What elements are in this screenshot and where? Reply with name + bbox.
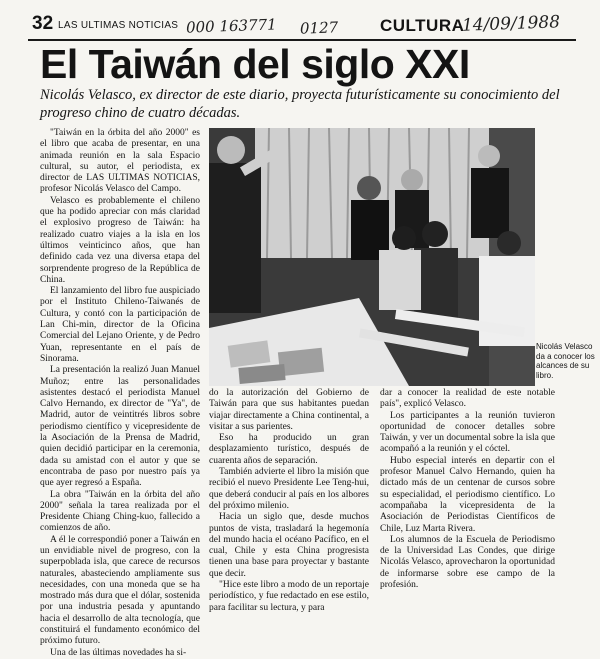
- paragraph: Hubo especial interés en departir con el profesor Manuel Calvo Hernando, quien ha dictado más de un centenar de cursos sobre su especialidad, el periodismo científico. Lo acompañaba la vicepresidenta de la Asociación de Periodistas Científicos de Chile, Luz Marta Rivera.: [380, 455, 555, 534]
- paragraph: Los alumnos de la Escuela de Periodismo de la Universidad Las Condes, que dirige Nicolás Velasco, aprovecharon la oportunidad de informarse sobre ese campo de la profesión.: [380, 534, 555, 591]
- page-number: 32: [32, 13, 54, 34]
- paragraph: Velasco es probablemente el chileno que ha podido apreciar con más claridad el explosivo progreso de Taiwán: ha realizado cuatro viajes a la isla en los últimos veinticinco años, que han definido cada vez una diversa etapa del sorprendente progreso de la República de China.: [40, 195, 200, 285]
- paragraph: El lanzamiento del libro fue auspiciado por el Instituto Chileno-Taiwanés de Cultura, y contó con la participación de Lan Chi-min, director de la Oficina Comercial del Lejano Oriente, y de Pedro Yuan, representante en el país de Sinorama.: [40, 286, 200, 364]
- article-column-2: [209, 388, 369, 613]
- paragraph: La presentación la realizó Juan Manuel Muñoz; entre las personalidades asistentes destacó el periodista Manuel Calvo Hernando, ex director de "Ya", de Madrid, autor de veintitrés libros sobre periodismo científico y vicepresidente de la Asociación de la Prensa de Madrid, quien decidió participar en la ceremonia, dada su amistad con el autor y que se encontraba de paso por nuestro país ya que ayer regresó a España.: [40, 365, 200, 489]
- paragraph: Los participantes a la reunión tuvieron oportunidad de conocer detalles sobre Taiwán, y ver un documental sobre la isla que acompañó a la reunión y el cóctel.: [380, 410, 555, 455]
- photo-illustration: [209, 128, 535, 386]
- paragraph: Eso ha producido un gran desplazamiento turístico, después de cuarenta años de separación.: [209, 433, 369, 466]
- deck: Nicolás Velasco, ex director de este diario, proyecta futurísticamente su conocimiento del progreso chino de cuatro décadas.: [40, 87, 560, 121]
- paragraph: Una de las últimas novedades ha si-: [50, 647, 187, 658]
- paragraph: La obra "Taiwán en la órbita del año 2000" señala la tarea realizada por el Presidente Chiang Ching-kuo, fallecido a comienzos de año.: [40, 489, 200, 534]
- handwritten-number: 0127: [299, 18, 339, 38]
- section-label: CULTURA: [380, 16, 465, 35]
- photo-caption: Nicolás Velasco da a conocer los alcances de su libro.: [536, 342, 595, 380]
- paragraph: do la autorización del Gobierno de Taiwán para que sus habitantes puedan viajar directamente a China continental, a visitar a sus parientes.: [209, 388, 369, 432]
- article-column-3: [380, 388, 555, 591]
- headline: El Taiwán del siglo XXI: [40, 41, 470, 87]
- event-photo: [209, 128, 535, 386]
- paragraph: "Hice este libro a modo de un reportaje periodístico, y fue redactado en ese estilo, para facilitar su lectura, y para: [209, 580, 369, 613]
- handwritten-archive-code: 000 163771: [185, 15, 277, 37]
- paragraph: "Taiwán en la órbita del año 2000" es el libro que acaba de presentar, en una animada reunión en la sala Espacio cultural, su autor, el periodista, ex director de LAS ULTIMAS NOTICIAS, profesor Nicolás Velasco del Campo.: [40, 128, 200, 195]
- paragraph: Hacia un siglo que, desde muchos puntos de vista, trasladará la hegemonía del mundo hacia el océano Pacífico, en el cual, Chile y esta China progresista tienen una base para proyectar y bastante que decir.: [209, 512, 369, 579]
- paragraph: También advierte el libro la misión que recibió el nuevo Presidente Lee Teng-hui, que deberá conducir al país en los albores del próximo milenio.: [209, 467, 369, 511]
- article-column-1: [40, 128, 200, 658]
- paragraph: A él le correspondió poner a Taiwán en un envidiable nivel de progreso, con la superpoblada isla, que carece de recursos naturales, abasteciendo ampliamente sus necesidades, con una moneda que se ha mostrado más dura que el dólar, sostenida por una industria pesada y apuntando hacia el desarrollo de alta tecnología, que constituirá el fundamento económico del próximo futuro.: [40, 534, 200, 647]
- handwritten-date: 14/09/1988: [461, 12, 561, 36]
- paragraph: dar a conocer la realidad de este notable país", explicó Velasco.: [380, 388, 555, 410]
- newspaper-name: LAS ULTIMAS NOTICIAS: [58, 20, 179, 31]
